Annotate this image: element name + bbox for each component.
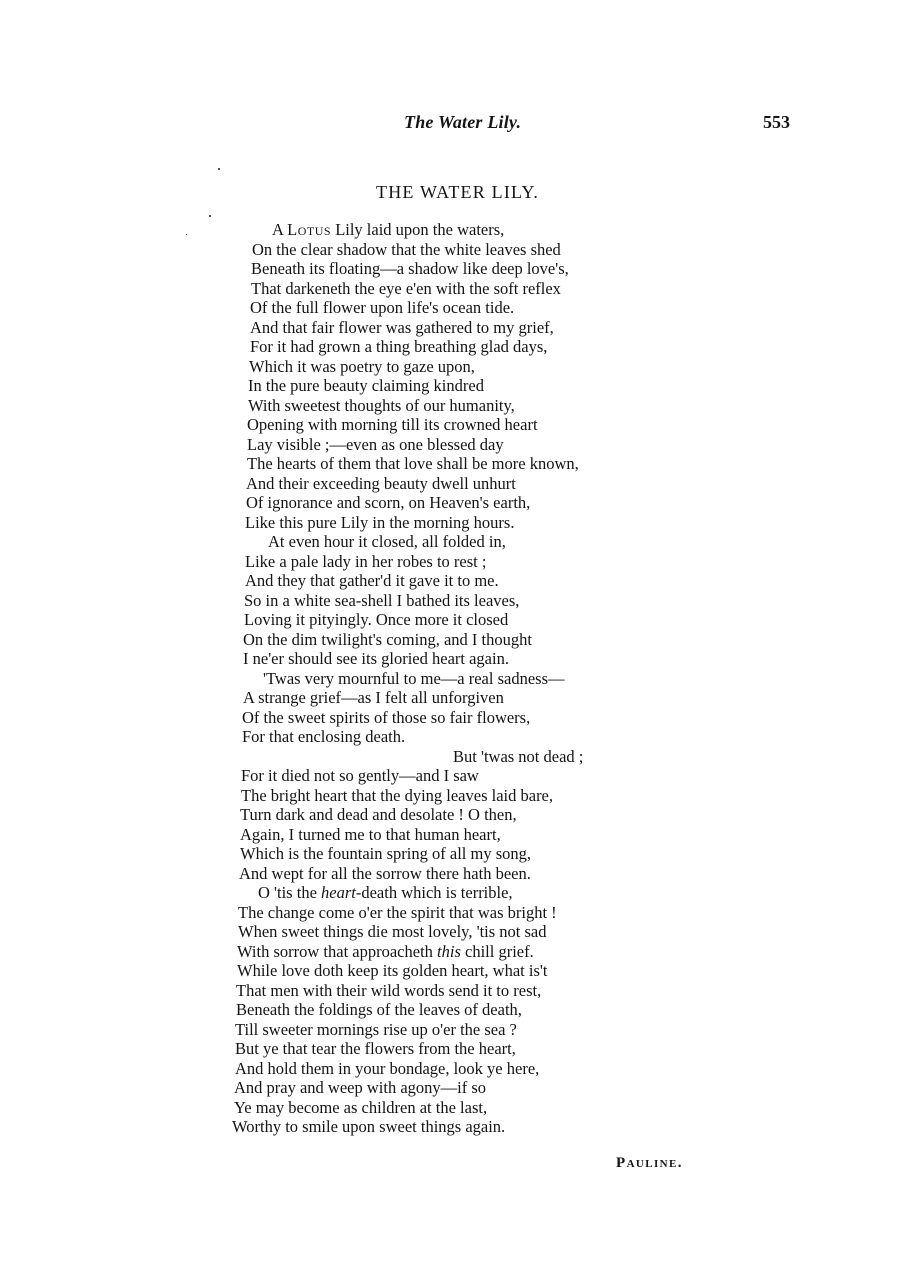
poem-line: 'Twas very mournful to me—a real sadness—: [263, 668, 565, 688]
poem-line: For it had grown a thing breathing glad days,: [250, 337, 548, 356]
poem-line: Like this pure Lily in the morning hours.: [245, 512, 515, 532]
poem-line: Turn dark and dead and desolate ! O then,: [240, 805, 517, 824]
poem-line: Lay visible ;—even as one blessed day: [247, 434, 504, 454]
poem-title: THE WATER LILY.: [376, 182, 540, 202]
poem-line-text: With sorrow that approacheth: [237, 941, 438, 961]
poem-line: Worthy to smile upon sweet things again.: [232, 1117, 506, 1136]
poem-line: For it died not so gently—and I saw: [241, 766, 479, 785]
poem-line: That darkeneth the eye e'en with the soft reflex: [251, 278, 561, 298]
poem-line: [237, 942, 534, 962]
poem-line: For that enclosing death.: [242, 727, 406, 746]
poem-line: And their exceeding beauty dwell unhurt: [246, 473, 516, 493]
page-number: 553: [763, 112, 790, 132]
poem-line: But ye that tear the flowers from the heart,: [235, 1039, 516, 1058]
poem-line: And that fair flower was gathered to my grief,: [250, 317, 554, 337]
poem-line-text: -death which is terrible,: [355, 883, 513, 902]
poem-line: So in a white sea-shell I bathed its leaves,: [244, 590, 520, 610]
poem-line: Of the sweet spirits of those so fair flowers,: [242, 707, 531, 727]
scan-speck: [218, 168, 220, 170]
poem-line: That men with their wild words send it to rest,: [236, 980, 542, 1000]
poem-line: The hearts of them that love shall be more known,: [247, 454, 579, 473]
poem-line: While love doth keep its golden heart, what is't: [237, 961, 548, 980]
poem-line: In the pure beauty claiming kindred: [248, 376, 484, 395]
poem-line: Ye may become as children at the last,: [234, 1097, 488, 1117]
poem-line: Till sweeter mornings rise up o'er the sea ?: [235, 1019, 517, 1039]
poem-line: Beneath the foldings of the leaves of death,: [236, 1000, 522, 1019]
poem-line: I ne'er should see its gloried heart again.: [243, 649, 509, 668]
poem-line: Beneath its floating—a shadow like deep love's,: [251, 259, 569, 278]
emphasis-this: this: [437, 941, 461, 961]
poem-line: On the dim twilight's coming, and I thought: [243, 629, 532, 649]
poem-line: Opening with morning till its crowned heart: [247, 415, 538, 434]
first-line-smallcaps: Lotus: [287, 220, 332, 239]
poem-line: Again, I turned me to that human heart,: [240, 824, 501, 844]
running-head: The Water Lily.: [404, 112, 522, 132]
poem-line: A strange grief—as I felt all unforgiven: [243, 688, 504, 707]
scan-speck: [186, 234, 187, 235]
emphasis-heart: heart: [321, 883, 356, 902]
poem-line: At even hour it closed, all folded in,: [268, 532, 506, 551]
poem-line: On the clear shadow that the white leaves shed: [252, 239, 561, 259]
poem-line: But 'twas not dead ;: [453, 746, 584, 766]
poem-signature: Pauline.: [616, 1155, 683, 1171]
poem-line-text: O 'tis the: [258, 883, 322, 902]
poem-line: And they that gather'd it gave it to me.: [245, 571, 499, 590]
poem-line: Which it was poetry to gaze upon,: [249, 356, 475, 376]
poem-line: Of the full flower upon life's ocean tide.: [250, 298, 515, 317]
poem-line: The bright heart that the dying leaves laid bare,: [241, 785, 554, 805]
poem-line: Like a pale lady in her robes to rest ;: [245, 551, 487, 571]
first-line-rest: Lily laid upon the waters,: [331, 220, 505, 239]
poem-line: And pray and weep with agony—if so: [234, 1078, 487, 1097]
poem-line: Of ignorance and scorn, on Heaven's earth,: [246, 493, 531, 512]
poem-line: [258, 883, 513, 903]
poem-line-text: chill grief.: [460, 941, 534, 961]
poem-line: Which is the fountain spring of all my song,: [240, 844, 531, 863]
poem-line: Loving it pityingly. Once more it closed: [244, 610, 509, 629]
poem-line: When sweet things die most lovely, 'tis not sad: [238, 922, 547, 941]
first-line-lead: A: [272, 220, 288, 239]
poem-line: The change come o'er the spirit that was bright !: [238, 902, 557, 922]
scan-speck: [209, 215, 211, 217]
poem-line: And hold them in your bondage, look ye here,: [235, 1058, 540, 1078]
poem-line: And wept for all the sorrow there hath been.: [239, 863, 531, 883]
poem-line: [272, 220, 504, 240]
poem-line: With sweetest thoughts of our humanity,: [248, 395, 515, 415]
